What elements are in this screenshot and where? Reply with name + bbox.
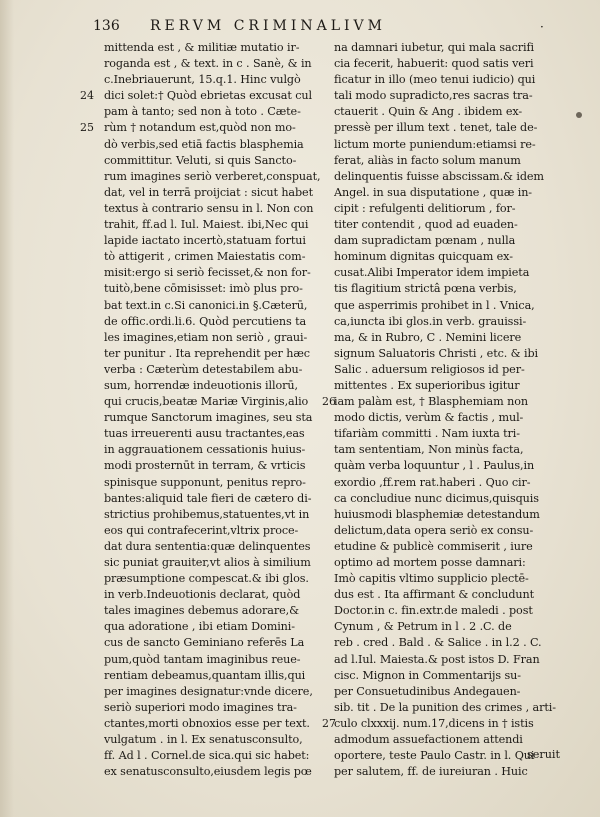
text-line: etudine & publicè commiserit , iure: [334, 539, 533, 553]
text-line: rùm † notandum est,quòd non mo-: [104, 121, 296, 135]
text-line: per salutem, ff. de iureiuran . Huic: [334, 765, 528, 779]
text-line: les imagines,etiam non seriò , graui-: [104, 330, 308, 344]
text-line: iam palàm est, † Blasphemiam non: [334, 395, 528, 409]
text-line: dam supradictam pœnam , nulla: [334, 234, 516, 248]
text-line: lapide iactato incertò,statuam fortui: [104, 234, 306, 248]
right-text-column: [334, 40, 574, 780]
text-line: Cynum , & Petrum in l . 2 .C. de: [334, 620, 512, 634]
text-line: quàm verba loquuntur , l . Paulus,in: [334, 459, 535, 473]
text-line: admodum assuefactionem attendi: [334, 733, 523, 747]
text-line: tuitò,bene cōmisisset: imò plus pro-: [104, 282, 303, 296]
text-line: sic puniat grauiter,vt alios à similium: [104, 556, 311, 569]
text-line: vulgatum . in l. Ex senatusconsulto,: [104, 733, 303, 747]
text-line: optimo ad mortem posse damnari:: [334, 556, 526, 569]
text-line: in aggrauationem cessationis huius-: [104, 443, 306, 457]
text-line: signum Saluatoris Christi , etc. & ibi: [334, 346, 538, 360]
text-line: ma, & in Rubro, C . Nemini licere: [334, 330, 522, 344]
text-line: rentiam debeamus,quantam illis,qui: [104, 668, 306, 682]
margin-number-25: 25: [80, 121, 94, 134]
text-line: cusat.Alibi Imperator idem impieta: [334, 266, 530, 280]
text-line: pam à tanto; sed non à toto . Cæte-: [104, 105, 301, 119]
text-line: cipit : refulgenti delitiorum , for-: [334, 201, 516, 215]
text-line: titer contendit , quod ad euaden-: [334, 218, 518, 232]
text-line: tò attigerit , crimen Maiestatis com-: [104, 250, 306, 264]
text-line: cus de sancto Geminiano referēs La: [104, 636, 305, 650]
page-header: [0, 18, 600, 40]
text-line: ex senatusconsulto,eiusdem legis pœ: [104, 765, 312, 779]
text-line: delinquentis fuisse abscissam.& idem: [334, 169, 544, 183]
text-line: committitur. Veluti, si quis Sancto-: [104, 153, 297, 167]
text-line: culo clxxxij. num.17,dicens in † istis: [334, 716, 534, 730]
text-line: rum imagines seriò verberet,conspuat,: [104, 169, 321, 183]
text-line: tuas irreuerenti ausu tractantes,eas: [104, 427, 305, 441]
text-line: Angel. in sua disputatione , quæ in-: [334, 185, 532, 199]
text-line: cia fecerit, habuerit: quod satis veri: [334, 57, 534, 71]
text-line: textus à contrario sensu in l. Non con: [104, 201, 314, 215]
text-line: strictius prohibemus,statuentes,vt in: [104, 507, 310, 521]
text-line: ca concludiue nunc dicimus,quisquis: [334, 491, 539, 505]
text-line: dus est . Ita affirmant & concludunt: [334, 588, 534, 602]
corner-mark: ·: [540, 20, 544, 34]
text-line: tifariàm committi . Nam iuxta tri-: [334, 427, 520, 441]
text-line: præsumptione compescat.& ibi glos.: [104, 572, 309, 586]
text-line: delictum,data opera seriò ex consu-: [334, 523, 534, 537]
margin-number-26: 26: [322, 395, 336, 408]
text-line: per imagines designatur:vnde dicere,: [104, 684, 313, 698]
text-line: oportere, teste Paulo Castr. in l. Qui: [334, 749, 535, 763]
text-line: sib. tit . De la punition des crimes , arti-: [334, 700, 556, 714]
text-line: c.Inebriauerunt, 15.q.1. Hinc vulgò: [104, 73, 301, 87]
text-line: tales imagines debemus adorare,&: [104, 604, 299, 618]
running-title: RERVM CRIMINALIVM: [150, 18, 386, 34]
text-line: exordio ,ff.rem rat.haberi . Quo cir-: [334, 475, 531, 489]
text-line: bat text.in c.Si canonici.in §.Cæterū,: [104, 298, 308, 312]
text-line: modo dictis, verùm & factis , mul-: [334, 411, 524, 425]
text-line: Doctor.in c. fin.extr.de maledi . post: [334, 604, 533, 618]
text-line: ff. Ad l . Cornel.de sica.qui sic habet:: [104, 749, 310, 763]
text-line: tis flagitium strictâ pœna verbis,: [334, 282, 517, 296]
text-line: hominum dignitas quicquam ex-: [334, 250, 513, 264]
text-line: trahit, ff.ad l. Iul. Maiest. ibi,Nec qui: [104, 218, 309, 232]
text-line: ad l.Iul. Maiesta.& post istos D. Fran: [334, 652, 540, 666]
text-line: reb . cred . Bald . & Salice . in l.2 . C.: [334, 636, 542, 650]
text-line: dò verbis,sed etiā factis blasphemia: [104, 137, 304, 151]
text-line: ferat, aliàs in facto solum manum: [334, 153, 521, 167]
text-line: rumque Sanctorum imagines, seu sta: [104, 411, 313, 425]
text-line: sum, horrendæ indeuotionis illorū,: [104, 378, 298, 392]
page-number: 136: [93, 18, 120, 34]
text-line: ficatur in illo (meo tenui iudicio) qui: [334, 73, 536, 87]
text-line: mittentes . Ex superioribus igitur: [334, 378, 520, 392]
text-line: dici solet:† Quòd ebrietas excusat cul: [104, 89, 312, 103]
text-line: tali modo supradicto,res sacras tra-: [334, 89, 533, 103]
text-line: ctantes,morti obnoxios esse per text.: [104, 716, 310, 730]
text-line: ter punitur . Ita reprehendit per hæc: [104, 346, 310, 360]
text-line: Imò capitis vltimo supplicio plectē-: [334, 572, 529, 586]
text-line: pum,quòd tantam imaginibus reue-: [104, 652, 301, 666]
text-line: qui crucis,beatæ Mariæ Virginis,alio: [104, 395, 309, 409]
text-line: ca,iuncta ibi glos.in verb. grauissi-: [334, 314, 527, 328]
text-line: in verb.Indeuotionis declarat, quòd: [104, 588, 301, 602]
text-line: modi prosternūt in terram, & vrticis: [104, 459, 306, 473]
text-line: na damnari iubetur, qui mala sacrifi: [334, 41, 535, 54]
text-line: de offic.ordi.li.6. Quòd percutiens ta: [104, 314, 307, 328]
margin-number-27: 27: [322, 717, 336, 730]
text-line: verba : Cæterùm detestabilem abu-: [104, 362, 303, 376]
ink-blot: [576, 112, 582, 118]
text-line: dat, vel in terrā proijciat : sicut habet: [104, 185, 313, 199]
text-line: qua adoratione , ibi etiam Domini-: [104, 620, 295, 634]
text-line: spinisque supponunt, penitus repro-: [104, 475, 306, 489]
text-line: huiusmodi blasphemiæ detestandum: [334, 507, 540, 521]
text-line: ctauerit . Quin & Ang . ibidem ex-: [334, 105, 523, 119]
margin-number-24: 24: [80, 89, 94, 102]
text-line: bantes:aliquid tale fieri de cætero di-: [104, 491, 312, 505]
text-line: mittenda est , & militiæ mutatio ir-: [104, 41, 300, 54]
text-line: que asperrimis prohibet in l . Vnica,: [334, 298, 535, 312]
left-text-column: [104, 40, 332, 780]
text-line: tam sententiam, Non minùs facta,: [334, 443, 524, 457]
text-line: cisc. Mignon in Commentarijs su-: [334, 668, 521, 682]
text-line: seriò superiori modo imagines tra-: [104, 700, 297, 714]
text-line: roganda est , & text. in c . Sanè, & in: [104, 57, 312, 71]
text-line: Salic . aduersum religiosos id per-: [334, 362, 525, 376]
text-line: eos qui contrafecerint,vltrix proce-: [104, 523, 299, 537]
text-line: pressè per illum text . tenet, tale de-: [334, 121, 538, 135]
text-line: lictum morte puniendum:etiamsi re-: [334, 137, 536, 151]
catchword: seruit: [527, 748, 560, 761]
text-line: dat dura sententia:quæ delinquentes: [104, 539, 311, 553]
text-line: per Consuetudinibus Andegauen-: [334, 684, 521, 698]
text-line: misit:ergo si seriò fecisset,& non for-: [104, 266, 311, 280]
